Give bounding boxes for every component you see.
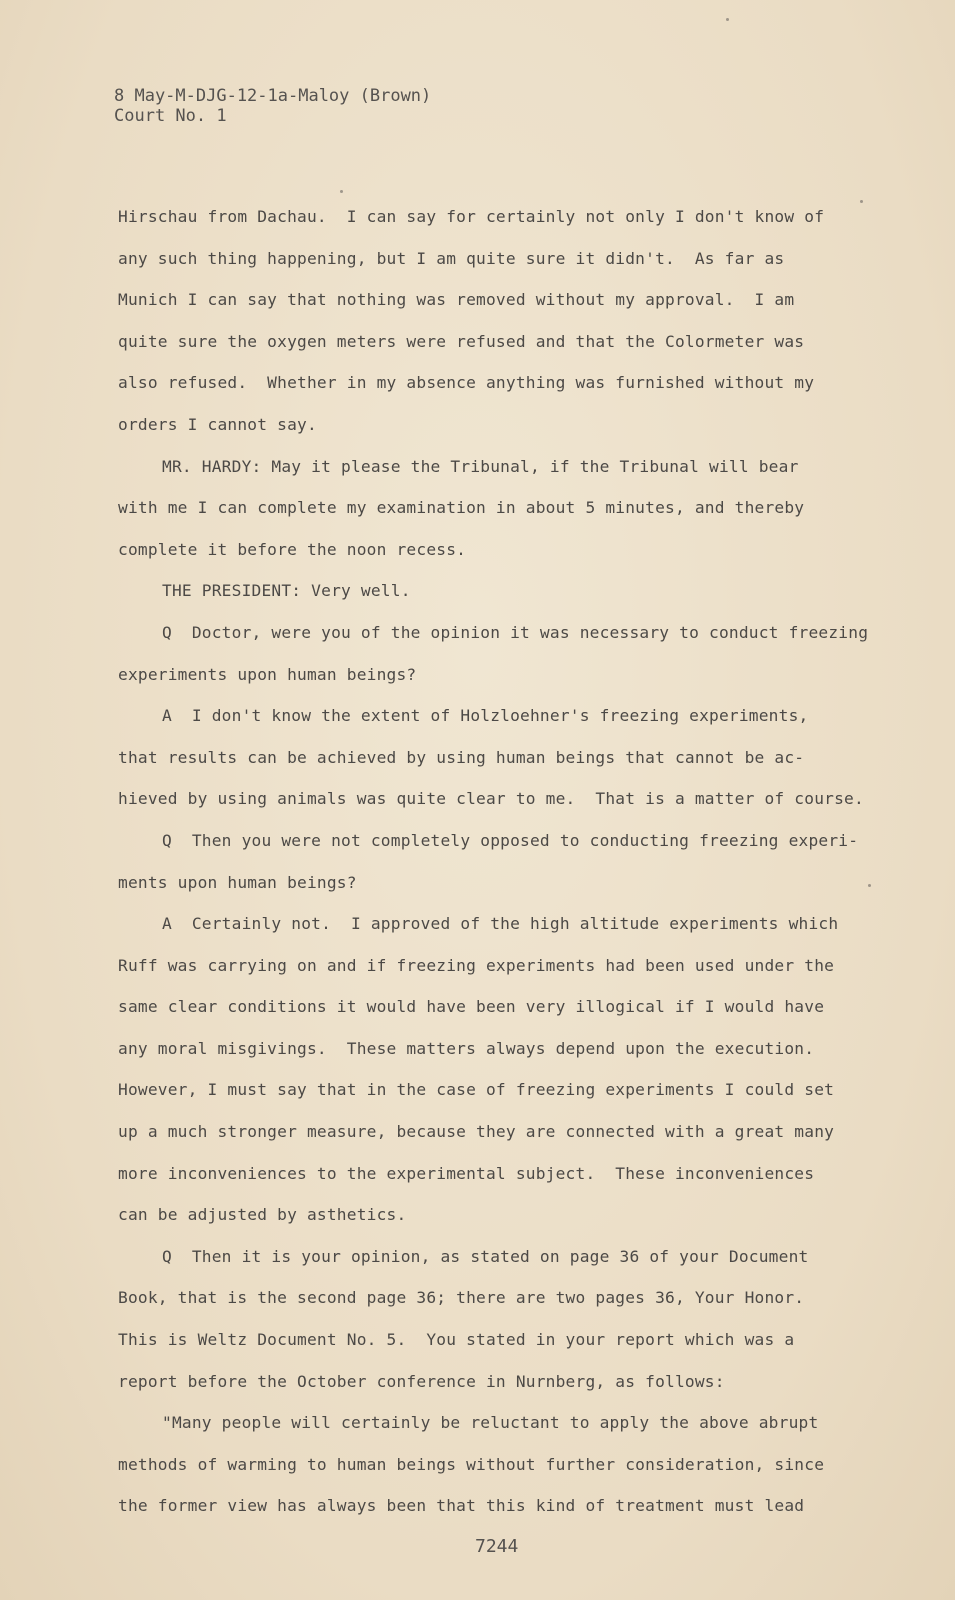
text-line: any moral misgivings. These matters always depend upon the execution. <box>118 1038 815 1058</box>
speaker-line: THE PRESIDENT: Very well. <box>162 581 411 601</box>
text-line: with me I can complete my examination in about 5 minutes, and thereby <box>118 498 805 518</box>
paper-speck <box>868 884 871 887</box>
text-line: that results can be achieved by using human beings that cannot be ac- <box>118 747 805 767</box>
text-line: Ruff was carrying on and if freezing experiments had been used under the <box>118 955 835 975</box>
question-line: Q Then it is your opinion, as stated on page 36 of your Document <box>162 1246 809 1266</box>
transcript-body <box>118 196 878 1527</box>
text-line: more inconveniences to the experimental subject. These inconveniences <box>118 1163 815 1183</box>
text-line: can be adjusted by asthetics. <box>118 1205 407 1225</box>
question-line: Q Then you were not completely opposed to conducting freezing experi- <box>162 830 859 850</box>
paper-speck <box>726 18 729 21</box>
document-header <box>114 86 431 126</box>
text-line: hieved by using animals was quite clear to me. That is a matter of course. <box>118 789 864 809</box>
quote-line: "Many people will certainly be reluctant to apply the above abrupt <box>162 1413 819 1433</box>
text-line: ments upon human beings? <box>118 872 357 892</box>
paper-speck <box>340 190 343 193</box>
text-line: the former view has always been that this kind of treatment must lead <box>118 1496 805 1516</box>
page-number: 7244 <box>475 1536 519 1557</box>
text-line: experiments upon human beings? <box>118 664 417 684</box>
text-line: also refused. Whether in my absence anything was furnished without my <box>118 373 815 393</box>
speaker-line: MR. HARDY: May it please the Tribunal, if the Tribunal will bear <box>162 456 799 476</box>
text-line: same clear conditions it would have been very illogical if I would have <box>118 997 825 1017</box>
question-line: Q Doctor, were you of the opinion it was necessary to conduct freezing <box>162 622 869 642</box>
header-court: Court No. 1 <box>114 106 227 126</box>
text-line: report before the October conference in Nurnberg, as follows: <box>118 1371 725 1391</box>
answer-line: A Certainly not. I approved of the high altitude experiments which <box>162 914 839 934</box>
text-line: quite sure the oxygen meters were refused and that the Colormeter was <box>118 331 805 351</box>
text-line: Munich I can say that nothing was removed without my approval. I am <box>118 290 795 310</box>
paper-speck <box>860 200 863 203</box>
text-line: orders I cannot say. <box>118 414 317 434</box>
text-line: any such thing happening, but I am quite sure it didn't. As far as <box>118 248 785 268</box>
text-line: methods of warming to human beings without further consideration, since <box>118 1454 825 1474</box>
answer-line: A I don't know the extent of Holzloehner's freezing experiments, <box>162 706 809 726</box>
header-reference: 8 May-M-DJG-12-1a-Maloy (Brown) <box>114 86 432 106</box>
text-line: However, I must say that in the case of freezing experiments I could set <box>118 1080 835 1100</box>
text-line: up a much stronger measure, because they are connected with a great many <box>118 1122 835 1142</box>
text-line: This is Weltz Document No. 5. You stated in your report which was a <box>118 1330 795 1350</box>
text-line: Book, that is the second page 36; there are two pages 36, Your Honor. <box>118 1288 805 1308</box>
text-line: complete it before the noon recess. <box>118 539 467 559</box>
text-line: Hirschau from Dachau. I can say for certainly not only I don't know of <box>118 207 825 226</box>
